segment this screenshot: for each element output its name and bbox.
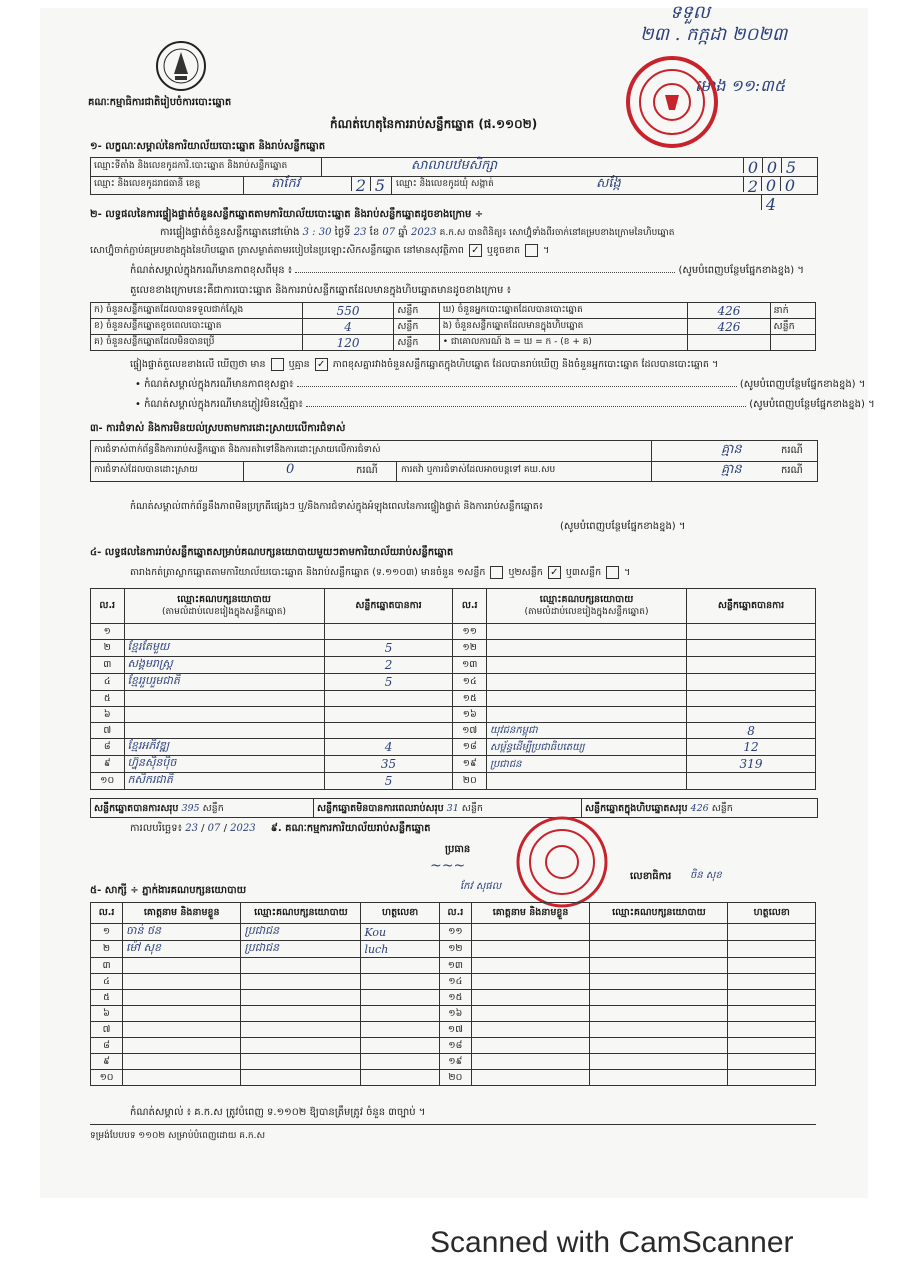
row-number: ១៩: [453, 756, 487, 773]
chair-name: កែវ សុផល: [460, 881, 502, 892]
party-votes: 5: [324, 640, 453, 657]
total-valid: 395: [181, 803, 200, 814]
witness-signature: [728, 1070, 816, 1086]
row-number: ៩: [91, 1054, 123, 1070]
witness-signature: [728, 1054, 816, 1070]
figure-label-right: ង) ចំនួនសន្លឹកឆ្នោតដែលមានក្នុងហិបឆ្នោត: [439, 319, 688, 335]
section3-title: ៣- ការជំទាស់ និងការមិនយល់ស្របតាមការដោះស្រាយលើការជំទាស់: [90, 423, 346, 434]
note-unequal: • កំណត់សម្គាល់ក្នុងករណីមានភ្ញៀវមិនស្មើគ្នា៖ (សូមបំពេញបន្ថែមផ្នែកខាងខ្នង) ។: [135, 399, 875, 410]
row-number: ១០: [91, 773, 125, 790]
commune-label: ឈ្មោះ និងលេខកូដឃុំ សង្កាត់: [396, 179, 494, 189]
witness-row: [91, 1038, 816, 1054]
witness-signature: [728, 990, 816, 1006]
witness-row: [91, 974, 816, 990]
party-name: ខ្មែរអភិវឌ្ឍ: [124, 739, 324, 756]
row-number: ៤: [91, 674, 125, 691]
row-number: ១៦: [439, 1006, 471, 1022]
witness-signature: [361, 1054, 439, 1070]
party-name: [124, 624, 324, 640]
party-name: [124, 723, 324, 739]
party-name: [124, 691, 324, 707]
row-number: ៦: [91, 707, 125, 723]
table-row: [91, 756, 816, 773]
row-number: ៥: [91, 691, 125, 707]
row-number: ១៧: [453, 723, 487, 739]
ballot-figures-table: [90, 302, 816, 351]
party-votes: 5: [324, 674, 453, 691]
figure-unit-right: [770, 335, 815, 351]
province-value: តាកែវ: [271, 176, 300, 191]
seal-line: សោហ្វ៊ុំចាក់ភ្ជាប់គម្របខាងក្នុងនៃហិបឆ្នោត ត្រាសម្ងាត់តាមរបៀបនៃប្រឡោះសិកសន្លឹកឆ្នោត នៅមានសុវត្ថិភាព ✓ ឬខូចខាត ។: [90, 245, 550, 256]
chair-label: ប្រធាន: [445, 844, 471, 855]
table-row: [91, 640, 816, 657]
row-number: ១៩: [439, 1054, 471, 1070]
irregularity-note: កំណត់សម្គាល់ពាក់ព័ន្ធនឹងភាពមិនប្រក្រតីផ្សេងៗ ឬ/និងការជំទាស់ក្នុងអំឡុងពេលនៃការផ្ទៀងផ្ទាត់ និងការរាប់សន្លឹកឆ្នោត៖: [130, 501, 543, 512]
witness-signature: [728, 958, 816, 974]
witness-party: [590, 924, 728, 941]
date-day: 23: [185, 823, 198, 834]
row-number: ១: [91, 924, 123, 941]
witness-signature: [728, 1022, 816, 1038]
row-number: ១១: [439, 924, 471, 941]
tally-sheet-line: តារាងកត់ត្រាស្លាកឆ្នោតតាមការិយាល័យបោះឆ្នោត និងរាប់សន្លឹកឆ្នោត (ទ.១១០៣) មានចំនួន ១សន្លឹក ឬ២សន្លឹក ✓ ឬ៣សន្លឹក ។: [130, 567, 631, 578]
witness-party: [241, 990, 361, 1006]
witness-party: [590, 1038, 728, 1054]
committee-name: គណៈកម្មាធិការជាតិរៀបចំការបោះឆ្នោត: [88, 97, 232, 108]
witness-name: [123, 990, 241, 1006]
section4-title: ៤- លទ្ធផលនៃការរាប់សន្លឹកឆ្នោតសម្រាប់គណបក្សនយោបាយមួយៗតាមការិយាល័យរាប់សន្លឹកឆ្នោត: [90, 547, 454, 558]
witness-name: [471, 1006, 589, 1022]
figure-value: 120: [302, 335, 393, 351]
discrepancy-no-checkbox[interactable]: ✓: [315, 358, 328, 371]
witness-signature: Kou: [361, 924, 439, 941]
row-number: ៨: [91, 1038, 123, 1054]
row-number: ២: [91, 941, 123, 958]
witness-party: [241, 1022, 361, 1038]
province-label: ឈ្មោះ និងលេខកូដរាជធានី ខេត្ត: [94, 179, 201, 189]
witness-party: [590, 1006, 728, 1022]
witness-signature: [728, 974, 816, 990]
party-votes: [687, 691, 816, 707]
witness-name: [471, 958, 589, 974]
party-name: យុវជនកម្ពុជា: [486, 723, 686, 739]
row-number: ៧: [91, 1022, 123, 1038]
row-number: ៥: [91, 990, 123, 1006]
figure-value-right: 426: [688, 319, 770, 335]
party-votes: 4: [324, 739, 453, 756]
commune-code: 0 04: [761, 176, 817, 194]
row-number: ១៤: [439, 974, 471, 990]
witness-name: [123, 1054, 241, 1070]
footnote: កំណត់សម្គាល់ ៖ គ.ក.ស ត្រូវបំពេញ ទ.១១០២ ឱ្យបានត្រឹមត្រូវ ចំនួន ៣ច្បាប់ ។: [130, 1107, 426, 1118]
row-number: ១៥: [453, 691, 487, 707]
party-votes: [324, 624, 453, 640]
witness-name: [471, 1054, 589, 1070]
witness-party: ប្រជាជន: [241, 924, 361, 941]
party-name: [486, 657, 686, 674]
emblem-icon: [155, 40, 207, 92]
witness-party: [590, 958, 728, 974]
witness-party: [590, 1070, 728, 1086]
site-code: 0 0 52: [743, 158, 817, 176]
figures-intro: តួលេខខាងក្រោមនេះគឺជាការបោះឆ្នោត និងការរាប់សន្លឹកឆ្នោតដែលមានក្នុងហិបឆ្នោតមានដូចខាងក្រោម ៖: [130, 285, 511, 296]
witness-signature: [361, 1038, 439, 1054]
row-number: ១៣: [439, 958, 471, 974]
witness-signature: [728, 1038, 816, 1054]
witness-party: [241, 1038, 361, 1054]
section5-title: ៥- សាក្សី ÷ ភ្នាក់ងារគណបក្សនយោបាយ: [90, 885, 247, 896]
witness-row: [91, 958, 816, 974]
row-number: ៣: [91, 657, 125, 674]
row-number: ១២: [453, 640, 487, 657]
party-votes: [687, 640, 816, 657]
witness-party: [241, 1054, 361, 1070]
row-number: ១: [91, 624, 125, 640]
witness-signature: [361, 1006, 439, 1022]
row-number: ១១: [453, 624, 487, 640]
receipt-line-1: ទទួល: [670, 2, 710, 23]
witness-party: [590, 1022, 728, 1038]
figure-unit: សន្លឹក: [394, 303, 439, 319]
witness-signature: luch: [361, 941, 439, 958]
province-code: 2 5: [351, 176, 389, 194]
col-party-left: ឈ្មោះគណបក្សនយោបាយ: [177, 594, 271, 605]
party-name: [486, 674, 686, 691]
party-name: កសិករជាតិ: [124, 773, 324, 790]
party-votes: [324, 723, 453, 739]
party-votes: 8: [687, 723, 816, 739]
figures-row: [91, 335, 816, 351]
total-in-box: 426: [690, 803, 709, 814]
intact-checkbox[interactable]: ✓: [469, 244, 482, 257]
witness-party: [590, 974, 728, 990]
verification-line: ការផ្ទៀងផ្ទាត់ចំនួនសន្លឹកឆ្នោតនៅម៉ោង 3 : 30 ថ្ងៃទី 23 ខែ 07 ឆ្នាំ 2023 គ.ក.ស បានពិនិត្យ៖ សោហ្វ៊ុំទាំងពីរចាក់នៅគម្របខាងក្រោមនៃហិបឆ្នោត: [160, 227, 675, 238]
official-stamp-top: [625, 55, 720, 150]
row-number: ៩: [91, 756, 125, 773]
witness-name: [123, 958, 241, 974]
witness-row: [91, 1070, 816, 1086]
verification-time: 3 : 30: [302, 227, 332, 238]
party-name: [486, 707, 686, 723]
table-row: [91, 707, 816, 723]
row-number: ១៤: [453, 674, 487, 691]
party-votes: [687, 707, 816, 723]
table-row: [91, 773, 816, 790]
witness-party: [241, 1070, 361, 1086]
one-sheet-checkbox[interactable]: [490, 566, 503, 579]
row-number: ១៣: [453, 657, 487, 674]
resolved-count: 0: [286, 462, 295, 477]
row-number: ៤: [91, 974, 123, 990]
row-number: ៨: [91, 739, 125, 756]
witness-name: [123, 1022, 241, 1038]
witness-name: [123, 1006, 241, 1022]
figure-value: 4: [302, 319, 393, 335]
witness-party: [241, 974, 361, 990]
col-votes-left: សន្លឹកឆ្នោតបានការ: [324, 589, 453, 624]
table-row: [91, 674, 816, 691]
secretary-name: ចិន សុខ: [690, 870, 722, 881]
witness-party: [241, 958, 361, 974]
section1-title: ១- លក្ខណៈសម្គាល់នៃការិយាល័យបោះឆ្នោត និងរាប់សន្លឹកឆ្នោត: [90, 141, 326, 152]
form-title: កំណត់ហេតុនៃការរាប់សន្លឹកឆ្នោត (ផ.១១០២): [330, 117, 538, 131]
party-votes: [687, 657, 816, 674]
complaints-box: ការជំទាស់ពាក់ព័ន្ធនឹងការរាប់សន្លឹកឆ្នោត និងការតវ៉ាទៅនឹងការដោះស្រាយលើការជំទាស់ គ្មាន ករណី ការជំទាស់ដែលបានដោះស្រាយ 0 ករណី ការតវ៉ា ឬការជំទាស់ដែលអាចបន្តទៅ គឃ.សប គ្មាន ករណី: [90, 440, 818, 482]
party-name: [486, 691, 686, 707]
party-name: ហ្វ៊ុនស៊ិនប៉ិច: [124, 756, 324, 773]
witness-signature: [728, 924, 816, 941]
receipt-line-2: ២៣ . កក្កដា ២០២៣: [640, 24, 788, 45]
complaints-count: គ្មាន: [721, 442, 742, 457]
party-name: ប្រជាជន: [486, 756, 686, 773]
official-stamp-middle: [515, 815, 610, 910]
party-votes: [687, 773, 816, 790]
date-year: 2023: [230, 823, 256, 834]
witness-row: [91, 1006, 816, 1022]
witness-signature: [728, 1006, 816, 1022]
witness-signature: [361, 974, 439, 990]
row-number: ២: [91, 640, 125, 657]
row-number: ៣: [91, 958, 123, 974]
party-name: [486, 773, 686, 790]
two-sheets-checkbox[interactable]: ✓: [548, 566, 561, 579]
party-votes: 12: [687, 739, 816, 756]
row-number: ៦: [91, 1006, 123, 1022]
witness-signature: [361, 1070, 439, 1086]
witness-party: ប្រជាជន: [241, 941, 361, 958]
receipt-time: ម៉ោង ១១:៣៥: [695, 76, 786, 95]
figure-label-right: ឃ) ចំនួនអ្នកបោះឆ្នោតដែលបានបោះឆ្នោត: [439, 303, 688, 319]
totals-line: សន្លឹកឆ្នោតបានការសរុប 395 សន្លឹក សន្លឹកឆ្នោតមិនបានការពេលរាប់សរុប 31 សន្លឹក សន្លឹកឆ្នោតក្នុងហិបឆ្នោតសរុប 426 សន្លឹក: [90, 798, 818, 818]
witness-name: [471, 1070, 589, 1086]
damaged-checkbox[interactable]: [525, 244, 538, 257]
party-votes: 5: [324, 773, 453, 790]
figure-unit: សន្លឹក: [394, 319, 439, 335]
row-number: ៧: [91, 723, 125, 739]
chair-signature: ~~~: [430, 858, 466, 874]
witness-name: [123, 1070, 241, 1086]
party-results-table: ល.រ ឈ្មោះគណបក្សនយោបាយ (តាមលំដាប់លេខរៀងក្នុងសន្លឹកឆ្នោត) សន្លឹកឆ្នោតបានការ ល.រ ឈ្មោះគណបក្សនយោបាយ (តាមលំដាប់លេខរៀងក្នុងសន្លឹកឆ្នោត) សន្លឹកឆ្នោតបានការ ១ ១១ ២ ខ្មែរតែមួយ 5 ១២ ៣ សង្គមរាស្ត្រ 2 ១៣ ៤ ខ្មែររួបរួមជាតិ 5 ១៤ ៥ ១៥ ៦ ១៦ ៧ ១៧ យុវជនកម្ពុជា 8 ៨ ខ្មែរអភិវឌ្ឍ 4 ១៨ សម្ព័ន្ធដើម្បីប្រជាធិបតេយ្យ 12 ៩ ហ្វ៊ុនស៊ិនប៉ិច 35 ១៩ ប្រជាជន 319 ១០ កសិករជាតិ 5 ២០: [90, 588, 816, 790]
row-number: ១៦: [453, 707, 487, 723]
secretary-label: លេខាធិការ: [630, 871, 672, 882]
figure-label: ខ) ចំនួនសន្លឹកឆ្នោតខូចពេលបោះឆ្នោត: [91, 319, 303, 335]
col-votes-right: សន្លឹកឆ្នោតបានការ: [687, 589, 816, 624]
col-no-left: ល.រ: [91, 589, 125, 624]
date-month: 07: [207, 823, 221, 834]
table-row: [91, 657, 816, 674]
party-name: [124, 707, 324, 723]
figure-value: 550: [302, 303, 393, 319]
note-difference: • កំណត់សម្គាល់ក្នុងករណីមានភាពខុសគ្នា៖ (សូមបំពេញបន្ថែមផ្នែកខាងខ្នង) ។: [135, 379, 866, 390]
party-votes: [324, 707, 453, 723]
witness-table: ល.រ គោត្តនាម និងនាមខ្លួន ឈ្មោះគណបក្សនយោបាយ ហត្ថលេខា ល.រ គោត្តនាម និងនាមខ្លួន ឈ្មោះគណបក្សនយោបាយ ហត្ថលេខា ១ ចាន់ ថន ប្រជាជន Kou ១១ ២ ម៉ៅ សុខ ប្រជាជន luch ១២ ៣ ១៣ ៤ ១៤ ៥ ១៥ ៦ ១៦ ៧ ១៧ ៨ ១៨ ៩ ១៩ ១០ ២០: [90, 902, 816, 1086]
witness-party: [590, 990, 728, 1006]
figures-row: [91, 319, 816, 335]
party-name: សង្គមរាស្ត្រ: [124, 657, 324, 674]
difference-note: កំណត់សម្គាល់ក្នុងករណីមានភាពខុសពីមុន ៖ (សូមបំពេញបន្ថែមផ្នែកខាងខ្នង) ។: [130, 265, 804, 276]
table-row: [91, 723, 816, 739]
camscanner-watermark: Scanned with CamScanner: [430, 1226, 794, 1259]
figure-unit-right: នាក់: [770, 303, 815, 319]
form-bottom-note: ទម្រង់បែបបទ ១១០២ សម្រាប់បំពេញដោយ គ.ក.ស: [90, 1131, 266, 1141]
party-name: [486, 624, 686, 640]
site-value: សាលាបឋមសិក្សា: [411, 158, 498, 173]
col-party-right: ឈ្មោះគណបក្សនយោបាយ: [539, 594, 634, 605]
party-votes: [324, 691, 453, 707]
witness-party: [590, 1054, 728, 1070]
witness-name: [471, 990, 589, 1006]
witness-name: ចាន់ ថន: [123, 924, 241, 941]
party-name: [486, 640, 686, 657]
witness-name: [471, 1038, 589, 1054]
figure-label-right: • ជាគោលការណ៍ ង = ឃ = ក - (ខ + គ): [439, 335, 688, 351]
witness-name: [471, 924, 589, 941]
row-number: ១២: [439, 941, 471, 958]
date-line: ការលបរិច្ឆេទ៖ 23 / 07 / 2023 ៩. គណៈកម្មការការិយាល័យរាប់សន្លឹកឆ្នោត: [130, 823, 431, 834]
witness-signature: [361, 1022, 439, 1038]
total-invalid: 31: [446, 803, 459, 814]
table-row: [91, 739, 816, 756]
witness-name: ម៉ៅ សុខ: [123, 941, 241, 958]
witness-signature: [728, 941, 816, 958]
row-number: ១៨: [439, 1038, 471, 1054]
figure-label: ក) ចំនួនសន្លឹកឆ្នោតដែលបានទទួលជាក់ស្តែង: [91, 303, 303, 319]
witness-row: [91, 1022, 816, 1038]
row-number: ១០: [91, 1070, 123, 1086]
party-votes: 2: [324, 657, 453, 674]
witness-name: [123, 974, 241, 990]
three-sheets-checkbox[interactable]: [606, 566, 619, 579]
discrepancy-yes-checkbox[interactable]: [271, 358, 284, 371]
table-row: [91, 624, 816, 640]
witness-name: [471, 1022, 589, 1038]
witness-row: [91, 924, 816, 941]
escalated-count: គ្មាន: [721, 462, 742, 477]
receipt-note: [640, 2, 787, 46]
witness-name: [471, 974, 589, 990]
witness-name: [123, 1038, 241, 1054]
row-number: ២០: [453, 773, 487, 790]
witness-row: [91, 1054, 816, 1070]
row-number: ១៧: [439, 1022, 471, 1038]
figure-value-right: 426: [688, 303, 770, 319]
table-row: [91, 691, 816, 707]
party-name: ខ្មែរតែមួយ: [124, 640, 324, 657]
witness-signature: [361, 958, 439, 974]
party-name: សម្ព័ន្ធដើម្បីប្រជាធិបតេយ្យ: [486, 739, 686, 756]
party-name: ខ្មែររួបរួមជាតិ: [124, 674, 324, 691]
row-number: ១៥: [439, 990, 471, 1006]
col-no-right: ល.រ: [453, 589, 487, 624]
figure-unit-right: សន្លឹក: [770, 319, 815, 335]
section2-title: ២- លទ្ធផលនៃការផ្ទៀងផ្ទាត់ចំនួនសន្លឹកឆ្នោតតាមការិយាល័យបោះឆ្នោត និងរាប់សន្លឹកឆ្នោតដូចខាងក្រោម ÷: [90, 209, 484, 220]
witness-name: [471, 941, 589, 958]
witness-party: [590, 941, 728, 958]
party-votes: 35: [324, 756, 453, 773]
figure-value-right: [688, 335, 770, 351]
party-votes: [687, 674, 816, 691]
site-label: ឈ្មោះទីតាំង និងលេខកូដការិ.បោះឆ្នោត និងរាប់សន្លឹកឆ្នោត: [94, 161, 288, 171]
discrepancy-line: ផ្ទៀងផ្ទាត់តួលេខខាងលើ ឃើញថា មាន ឬគ្មាន ✓ ភាពខុសគ្នារវាងចំនួនសន្លឹកឆ្នោតក្នុងហិបឆ្នោត ដែលបានរាប់ឃើញ និងចំនួនអ្នកបោះឆ្នោត ដែលបានបោះឆ្នោត ។: [130, 359, 719, 370]
witness-signature: [361, 990, 439, 1006]
party-votes: 319: [687, 756, 816, 773]
irregularity-note-tail: (សូមបំពេញបន្ថែមផ្នែកខាងខ្នង) ។: [560, 521, 686, 532]
section1-box: [90, 157, 818, 214]
figure-unit: សន្លឹក: [394, 335, 439, 351]
row-number: ១៨: [453, 739, 487, 756]
witness-row: [91, 990, 816, 1006]
figures-row: [91, 303, 816, 319]
commune-value: សង្កែ: [596, 176, 621, 191]
witness-party: [241, 1006, 361, 1022]
figure-label: គ) ចំនួនសន្លឹកឆ្នោតដែលមិនបានប្រើ: [91, 335, 303, 351]
witness-row: [91, 941, 816, 958]
row-number: ២០: [439, 1070, 471, 1086]
party-votes: [687, 624, 816, 640]
